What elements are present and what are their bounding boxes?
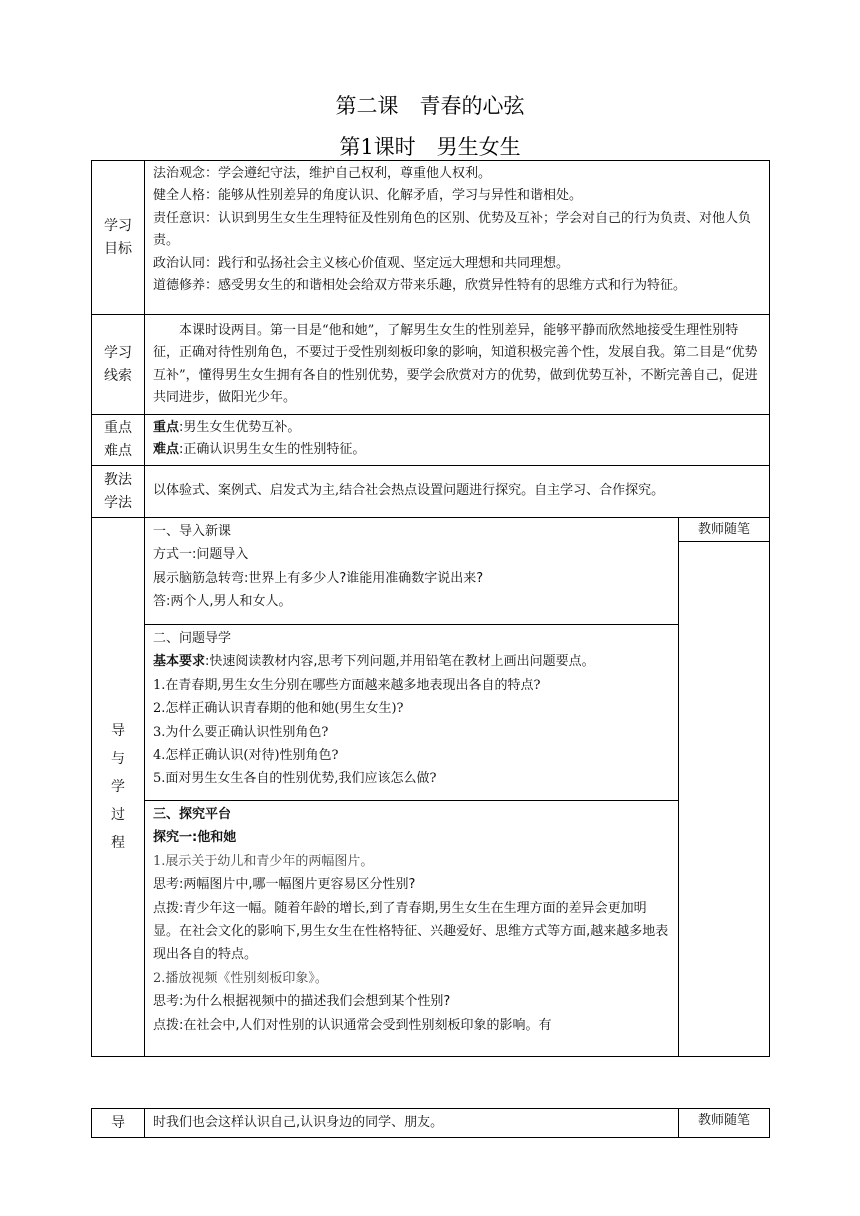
lesson-title: 第二课 青春的心弦: [335, 94, 525, 118]
section-heading: 三、探究平台: [153, 807, 232, 822]
clues-row: [92, 315, 770, 415]
methods-label: 教法 学法: [92, 466, 145, 518]
difficulty-label: 难点: [153, 442, 180, 458]
question-item: 5.面对男生女生各自的性别优势,我们应该怎么做?: [153, 771, 437, 787]
goals-content: [145, 161, 770, 315]
section-guided-questions: [145, 625, 679, 801]
intro-riddle: 展示脑筋急转弯:世界上有多少人?谁能用准确数字说出来?: [153, 570, 484, 586]
teacher-notes-header: 教师随笔: [679, 518, 769, 542]
continuation-text: 时我们也会这样认识自己,认识身边的同学、朋友。: [145, 1109, 679, 1138]
question-item: 2.怎样正确认识青春期的他和她(男生女生)?: [153, 701, 404, 717]
key-label: 重点 难点: [92, 415, 145, 466]
focus-text: :男生女生优势互补。: [179, 420, 301, 435]
period-rest: 课时 男生女生: [373, 135, 521, 159]
clues-text: 本课时设两目。第一目是“他和她”，了解男生女生的性别差异，能够平静而欣然地接受生理性别特征，正确对待性别角色，不要过于受性别刻板印象的影响，知道积极完善个性，发展自我。第二目是“优势互补”，懂得男生女生拥有各自的性别优势，要学会欣赏对方的优势，做到优势互补，不断完善自己，促进共同进步，做阳光少年。: [153, 323, 758, 406]
focus-label: 重点: [153, 420, 180, 435]
teacher-notes-column: [679, 518, 770, 1057]
key-row: [92, 415, 770, 466]
basic-requirement-label: 基本要求: [153, 654, 206, 670]
process-row-2: [92, 625, 770, 801]
goals-row: [92, 161, 770, 315]
section-heading: 一、导入新课: [153, 524, 232, 539]
goal-item: 政治认同：践行和弘扬社会主义核心价值观、坚定远大理想和共同理想。: [153, 255, 570, 271]
question-item: 4.怎样正确认识(对待)性别角色?: [153, 748, 339, 764]
difficulty-text: :正确认识男生女生的性别特征。: [179, 442, 366, 458]
methods-row: [92, 466, 770, 518]
section-explore: [145, 801, 679, 1057]
intro-method: 方式一:问题导入: [153, 547, 249, 563]
explore-title: 探究一:他和她: [153, 830, 237, 846]
intro-answer: 答:两个人,男人和女人。: [153, 594, 292, 610]
explore-hint: 点拨:在社会中,人们对性别的认识通常会受到性别刻板印象的影响。有: [153, 1017, 552, 1033]
question-item: 1.在青春期,男生女生分别在哪些方面越来越多地表现出各自的特点?: [153, 677, 541, 693]
process-row-3: [92, 801, 770, 1057]
section-heading: 二、问题导学: [153, 631, 232, 646]
continuation-label: 导: [92, 1109, 145, 1138]
period-prefix: 第: [339, 135, 361, 159]
period-title: [0, 131, 860, 161]
clues-content: [145, 315, 770, 415]
explore-think: 思考:两幅图片中,哪一幅图片更容易区分性别?: [153, 877, 416, 893]
goal-item: 责任意识：认识到男生女生生理特征及性别角色的区别、优势及互补；学会对自己的行为负责、对他人负责。: [153, 210, 752, 249]
section-intro: [145, 518, 679, 625]
basic-requirement-text: :快速阅读教材内容,思考下列问题,并用铅笔在教材上画出问题要点。: [205, 654, 595, 670]
goal-item: 法治观念：学会遵纪守法，维护自己权利，尊重他人权利。: [153, 166, 492, 181]
process-label: 导 与 学 过 程: [92, 518, 145, 1057]
continuation-row: [92, 1109, 770, 1138]
goal-item: 道德修养：感受男女生的和谐相处会给双方带来乐趣，欣赏异性特有的思维方式和行为特征。: [153, 278, 687, 294]
process-row-1: [92, 518, 770, 625]
explore-item: 1.展示关于幼儿和青少年的两幅图片。: [153, 853, 374, 869]
continuation-table: [91, 1108, 770, 1138]
explore-think: 思考:为什么根据视频中的描述我们会想到某个性别?: [153, 994, 451, 1010]
methods-text: 以体验式、案例式、启发式为主,结合社会热点设置问题进行探究。自主学习、合作探究。: [153, 483, 665, 499]
lesson-plan-table: [91, 160, 770, 1057]
explore-hint: 点拨:青少年这一幅。随着年龄的增长,到了青春期,男生女生在生理方面的差异会更加明显。在社会文化的影响下,男生女生在性格特征、兴趣爱好、思维方式等方面,越来越多地表现出各自的特点。: [153, 900, 669, 963]
clues-label: 学习 线索: [92, 315, 145, 415]
explore-item: 2.播放视频《性别刻板印象》。: [153, 970, 328, 986]
goals-label: 学习 目标: [92, 161, 145, 315]
methods-content: [145, 466, 770, 518]
question-item: 3.为什么要正确认识性别角色?: [153, 724, 329, 740]
key-content: [145, 415, 770, 466]
goal-item: 健全人格：能够从性别差异的角度认识、化解矛盾，学习与异性和谐相处。: [153, 188, 583, 204]
teacher-notes-header: 教师随笔: [679, 1109, 770, 1138]
period-number: 1: [360, 135, 374, 159]
